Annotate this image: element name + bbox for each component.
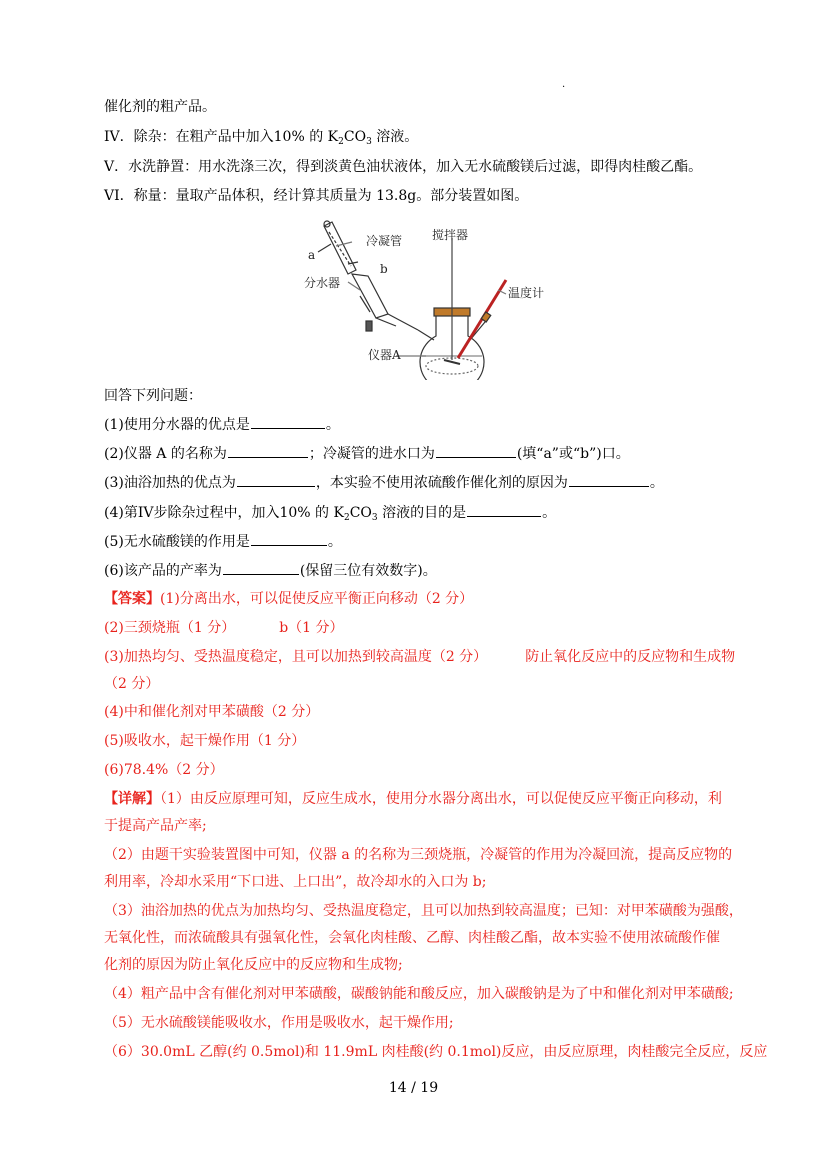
detail-3: （3）油浴加热的优点为加热均匀、受热温度稳定，且可以加热到较高温度；已知：对甲苯磺酸为强酸， <box>104 903 743 919</box>
label-condenser: 冷凝管 <box>366 234 403 248</box>
answer-4: (4)中和催化剂对甲苯磺酸（2 分） <box>104 704 320 720</box>
detail-4: （4）粗产品中含有催化剂对甲苯磺酸，碳酸钠能和酸反应，加入碳酸钠是为了中和催化剂对甲苯磺酸; <box>104 986 734 1002</box>
detail-tag: 【详解】 <box>104 791 160 807</box>
detail-1-cont: 于提高产品产率; <box>104 818 207 834</box>
answer-1: 【答案】(1)分离出水，可以促使反应平衡正向移动（2 分） <box>104 591 474 607</box>
apparatus-figure <box>296 218 556 380</box>
label-stirrer: 搅拌器 <box>432 228 469 242</box>
answer-blank <box>223 560 299 575</box>
answer-5: (5)吸收水，起干燥作用（1 分） <box>104 733 306 749</box>
detail-2-cont: 利用率，冷却水采用“下口进、上口出”，故冷却水的入口为 b; <box>104 874 487 890</box>
label-port-b: b <box>380 262 388 276</box>
answer-blank <box>237 472 315 487</box>
label-port-a: a <box>308 248 316 262</box>
label-thermometer: 温度计 <box>508 286 545 300</box>
question-5: (5)无水硫酸镁的作用是 。 <box>104 531 342 552</box>
answer-2: (2)三颈烧瓶（1 分） b（1 分） <box>104 620 344 636</box>
page-number: 14 / 19 <box>388 1080 439 1096</box>
header-mark: . <box>562 79 566 90</box>
detail-3-cont: 无氧化性，而浓硫酸具有强氧化性，会氧化肉桂酸、乙醇、肉桂酸乙酯，故本实验不使用浓硫酸作催 <box>104 930 720 946</box>
detail-1: 【详解】（1）由反应原理可知，反应生成水，使用分水器分离出水，可以促使反应平衡正向移动，利 <box>104 791 722 807</box>
text-line: 回答下列问题： <box>104 388 202 404</box>
answer-blank <box>251 531 327 546</box>
text-line: 催化剂的粗产品。 <box>104 99 216 115</box>
detail-6: （6）30.0mL 乙醇(约 0.5mol)和 11.9mL 肉桂酸(约 0.1mol)反应，由反应原理，肉桂酸完全反应，反应 <box>104 1044 768 1060</box>
answer-blank <box>251 414 325 429</box>
detail-5: （5）无水硫酸镁能吸收水，作用是吸收水，起干燥作用; <box>104 1015 454 1031</box>
text-line: V．水洗静置：用水洗涤三次，得到淡黄色油状液体，加入无水硫酸镁后过滤，即得肉桂酸乙酯。 <box>104 159 703 175</box>
answer-tag: 【答案】 <box>104 591 160 607</box>
question-6: (6)该产品的产率为 (保留三位有效数字)。 <box>104 560 437 581</box>
text-line: VI．称量：量取产品体积，经计算其质量为 13.8g。部分装置如图。 <box>104 188 529 204</box>
label-separator: 分水器 <box>304 276 341 290</box>
label-instrument-a: 仪器A <box>368 348 401 362</box>
question-3: (3)油浴加热的优点为 ，本实验不使用浓硫酸作催化剂的原因为 。 <box>104 472 664 493</box>
question-4: (4)第IV步除杂过程中，加入10% 的 $K_2CO_3$ 溶液的目的是 。 <box>104 502 556 523</box>
question-1: (1)使用分水器的优点是 。 <box>104 414 340 435</box>
question-2: (2)仪器 A 的名称为 ；冷凝管的进水口为 (填“a”或“b”)口。 <box>104 443 630 464</box>
answer-blank <box>569 472 649 487</box>
detail-2: （2）由题干实验装置图中可知，仪器 a 的名称为三颈烧瓶，冷凝管的作用为冷凝回流，提高反应物的 <box>104 847 733 863</box>
answer-blank <box>436 443 516 458</box>
answer-blank <box>228 443 308 458</box>
answer-6: (6)78.4%（2 分） <box>104 762 224 778</box>
text-line: IV．除杂：在粗产品中加入10% 的 $K_2CO_3$ 溶液。 <box>104 129 419 147</box>
detail-3-cont2: 化剂的原因为防止氧化反应中的反应物和生成物; <box>104 957 403 973</box>
answer-blank <box>467 502 541 517</box>
answer-3-cont: （2 分） <box>104 676 160 692</box>
answer-3: (3)加热均匀、受热温度稳定，且可以加热到较高温度（2 分） 防止氧化反应中的反应物和生成物 <box>104 649 736 665</box>
